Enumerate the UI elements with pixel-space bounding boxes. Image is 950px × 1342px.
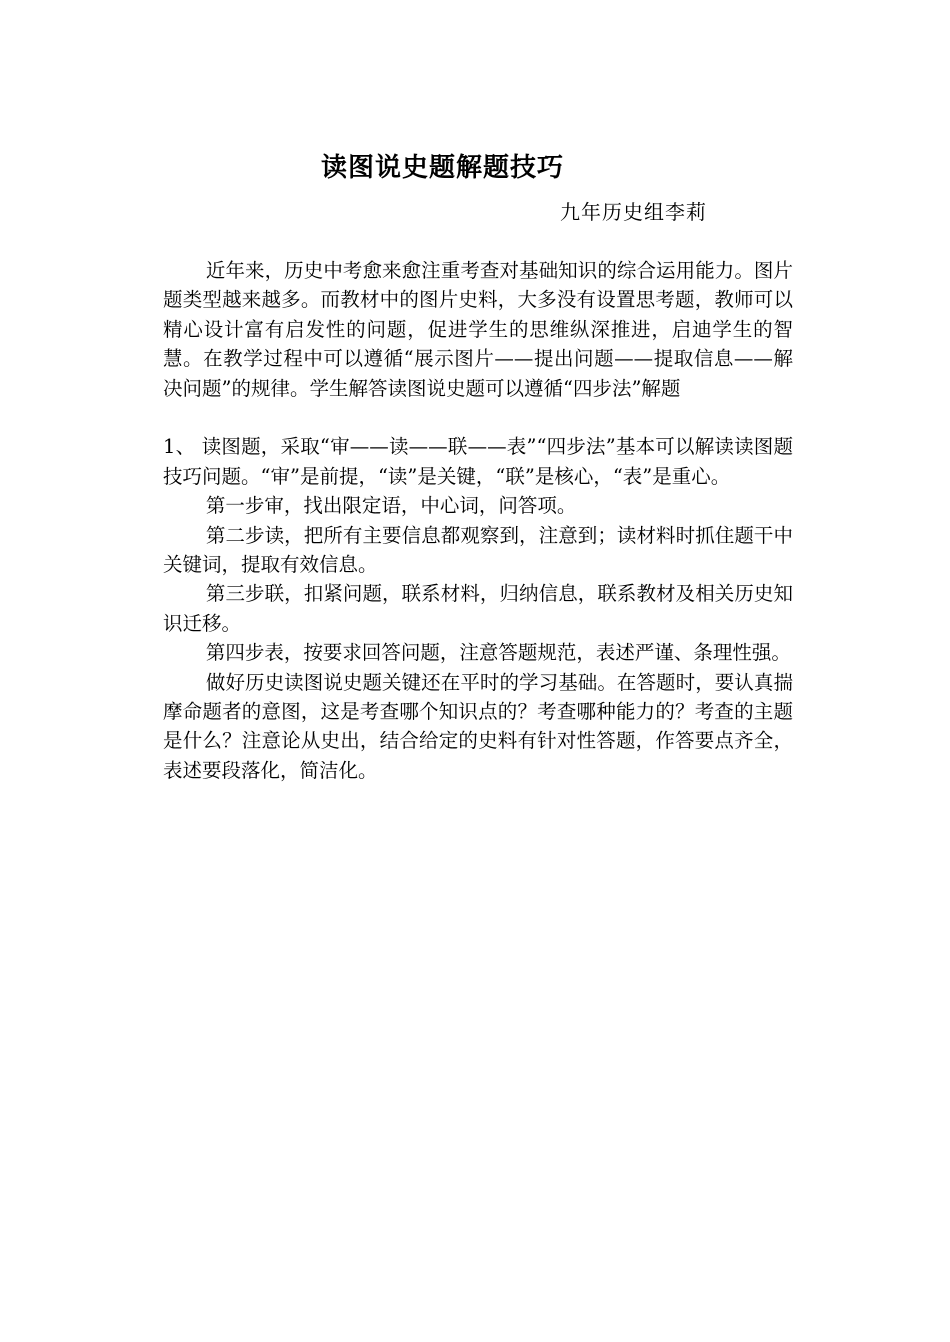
document-author: 九年历史组李莉	[560, 200, 707, 224]
intro-paragraph: 近年来，历史中考愈来愈注重考查对基础知识的综合运用能力。图片题类型越来越多。而教材中的图片史料，大多没有设置思考题，教师可以精心设计富有启发性的问题，促进学生的思维纵深推进，启迪学生的智慧。在教学过程中可以遵循“展示图片——提出问题——提取信息——解决问题”的规律。学生解答读图说史题可以遵循“四步法”解题	[163, 259, 793, 400]
conclusion-paragraph: 做好历史读图说史题关键还在平时的学习基础。在答题时，要认真揣摩命题者的意图，这是考查哪个知识点的？考查哪种能力的？考查的主题是什么？注意论从史出，结合给定的史料有针对性答题，作答要点齐全，表述要段落化，简洁化。	[163, 670, 793, 782]
paragraph-gap	[163, 403, 793, 432]
document-title: 读图说史题解题技巧	[320, 153, 564, 183]
step-3-paragraph: 第三步联，扣紧问题，联系材料，归纳信息，联系教材及相关历史知识迁移。	[163, 582, 793, 635]
document-body	[163, 256, 793, 785]
step-4-paragraph: 第四步表，按要求回答问题，注意答题规范，表述严谨、条理性强。	[205, 641, 791, 665]
step-2-paragraph: 第二步读，把所有主要信息都观察到，注意到；读材料时抓住题干中关键词，提取有效信息。	[163, 523, 793, 577]
method-paragraph: 1、 读图题，采取“审——读——联——表”“四步法”基本可以解读读图题技巧问题。“审”是前提，“读”是关键，“联”是核心，“表”是重心。	[163, 435, 793, 488]
step-1-paragraph: 第一步审，找出限定语，中心词，问答项。	[205, 494, 577, 518]
